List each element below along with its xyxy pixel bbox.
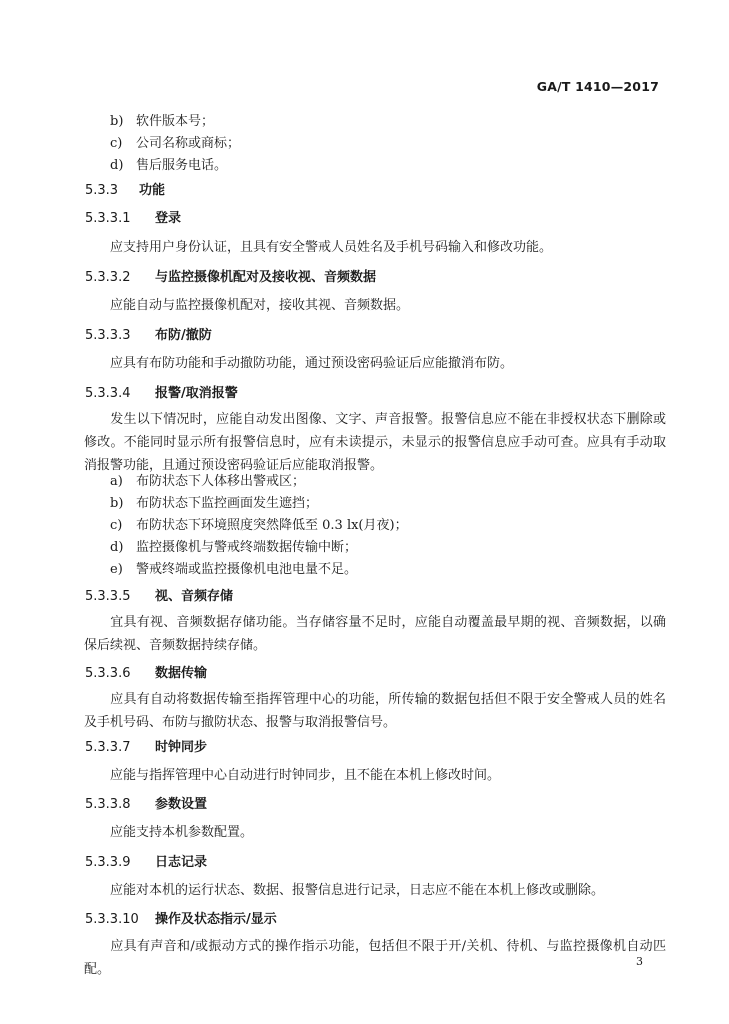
- section-body: [84, 352, 666, 375]
- section-heading: [85, 271, 376, 284]
- section-heading: [85, 329, 212, 342]
- list-item-label: d): [110, 158, 124, 173]
- list-item: [110, 115, 214, 128]
- section-number: 5.3.3.7: [85, 740, 131, 755]
- section-body-text: 应能对本机的运行状态、数据、报警信息进行记录，日志应不能在本机上修改或删除。: [110, 883, 605, 898]
- section-body: [84, 408, 666, 477]
- list-item: [110, 497, 318, 510]
- section-heading: [85, 387, 238, 400]
- list-item: [110, 475, 305, 488]
- section-title: 操作及状态指示/显示: [155, 912, 277, 927]
- list-item: [110, 519, 408, 532]
- list-item-text: 布防状态下人体移出警戒区；: [136, 474, 306, 489]
- list-item-text: 售后服务电话。: [136, 158, 228, 173]
- section-body-text: 发生以下情况时，应能自动发出图像、文字、声音报警。报警信息应不能在非授权状态下删除或修改。不能同时显示所有报警信息时，应有未读提示，未显示的报警信息应手动可查。应具有手动取消报警功能，且通过预设密码验证后应能取消报警。: [84, 412, 666, 473]
- section-heading: [85, 212, 181, 225]
- section-body: [84, 611, 666, 657]
- section-body: [84, 821, 666, 844]
- section-heading: [85, 798, 207, 811]
- section-number: 5.3.3.3: [85, 328, 131, 343]
- section-title: 登录: [155, 211, 182, 226]
- section-body-text: 应能支持本机参数配置。: [110, 825, 254, 840]
- list-item-label: e): [110, 562, 123, 577]
- section-body: [84, 688, 666, 734]
- section-number: 5.3.3.10: [85, 912, 139, 927]
- list-item-label: b): [110, 496, 124, 511]
- section-number: 5.3.3.5: [85, 589, 131, 604]
- section-number: 5.3.3.2: [85, 270, 131, 285]
- section-body: [84, 294, 666, 317]
- section-title: 日志记录: [155, 855, 208, 870]
- section-body-text: 应能自动与监控摄像机配对，接收其视、音频数据。: [110, 298, 410, 313]
- section-body: [84, 935, 666, 981]
- list-item: [110, 563, 357, 576]
- section-number: 5.3.3.1: [85, 211, 131, 226]
- list-item-text: 公司名称或商标；: [136, 136, 241, 151]
- section-heading: [85, 913, 277, 926]
- list-item: [110, 137, 240, 150]
- list-item-text: 警戒终端或监控摄像机电池电量不足。: [136, 562, 358, 577]
- section-title: 数据传输: [155, 666, 208, 681]
- list-item-label: c): [110, 136, 123, 151]
- standard-header: GA/T 1410—2017: [536, 79, 659, 94]
- section-title: 功能: [139, 183, 166, 198]
- section-number: 5.3.3.9: [85, 855, 131, 870]
- list-item-text: 监控摄像机与警戒终端数据传输中断；: [136, 540, 358, 555]
- section-number: 5.3.3.6: [85, 666, 131, 681]
- section-title: 报警/取消报警: [155, 386, 238, 401]
- list-item: [110, 541, 357, 554]
- section-body-text: 应支持用户身份认证，且具有安全警戒人员姓名及手机号码输入和修改功能。: [110, 240, 553, 255]
- section-number: 5.3.3.8: [85, 797, 131, 812]
- list-item-label: d): [110, 540, 124, 555]
- list-item-label: c): [110, 518, 123, 533]
- section-body-text: 宜具有视、音频数据存储功能。当存储容量不足时，应能自动覆盖最早期的视、音频数据，以确保后续视、音频数据持续存储。: [84, 615, 666, 653]
- section-body-text: 应具有布防功能和手动撤防功能，通过预设密码验证后应能撤消布防。: [110, 356, 514, 371]
- section-title: 时钟同步: [155, 740, 208, 755]
- list-item-label: a): [110, 474, 123, 489]
- list-item-label: b): [110, 114, 124, 129]
- section-heading: [85, 184, 165, 197]
- section-heading: [85, 667, 207, 680]
- section-title: 与监控摄像机配对及接收视、音频数据: [155, 270, 377, 285]
- section-body: [84, 236, 666, 259]
- section-title: 参数设置: [155, 797, 208, 812]
- section-body: [84, 764, 666, 787]
- page-number: 3: [636, 955, 643, 968]
- section-number: 5.3.3: [85, 183, 119, 198]
- section-body-text: 应能与指挥管理中心自动进行时钟同步，且不能在本机上修改时间。: [110, 768, 501, 783]
- list-item-text: 布防状态下环境照度突然降低至 0.3 lx(月夜)；: [136, 518, 408, 533]
- section-heading: [85, 590, 233, 603]
- section-heading: [85, 856, 207, 869]
- section-number: 5.3.3.4: [85, 386, 131, 401]
- list-item-text: 软件版本号；: [136, 114, 215, 129]
- section-title: 视、音频存储: [155, 589, 234, 604]
- section-title: 布防/撤防: [155, 328, 212, 343]
- section-body: [84, 879, 666, 902]
- section-heading: [85, 741, 207, 754]
- section-body-text: 应具有自动将数据传输至指挥管理中心的功能，所传输的数据包括但不限于安全警戒人员的姓名及手机号码、布防与撤防状态、报警与取消报警信号。: [84, 692, 666, 730]
- section-body-text: 应具有声音和/或振动方式的操作指示功能，包括但不限于开/关机、待机、与监控摄像机自动匹配。: [84, 939, 666, 977]
- list-item: [110, 159, 227, 172]
- list-item-text: 布防状态下监控画面发生遮挡；: [136, 496, 319, 511]
